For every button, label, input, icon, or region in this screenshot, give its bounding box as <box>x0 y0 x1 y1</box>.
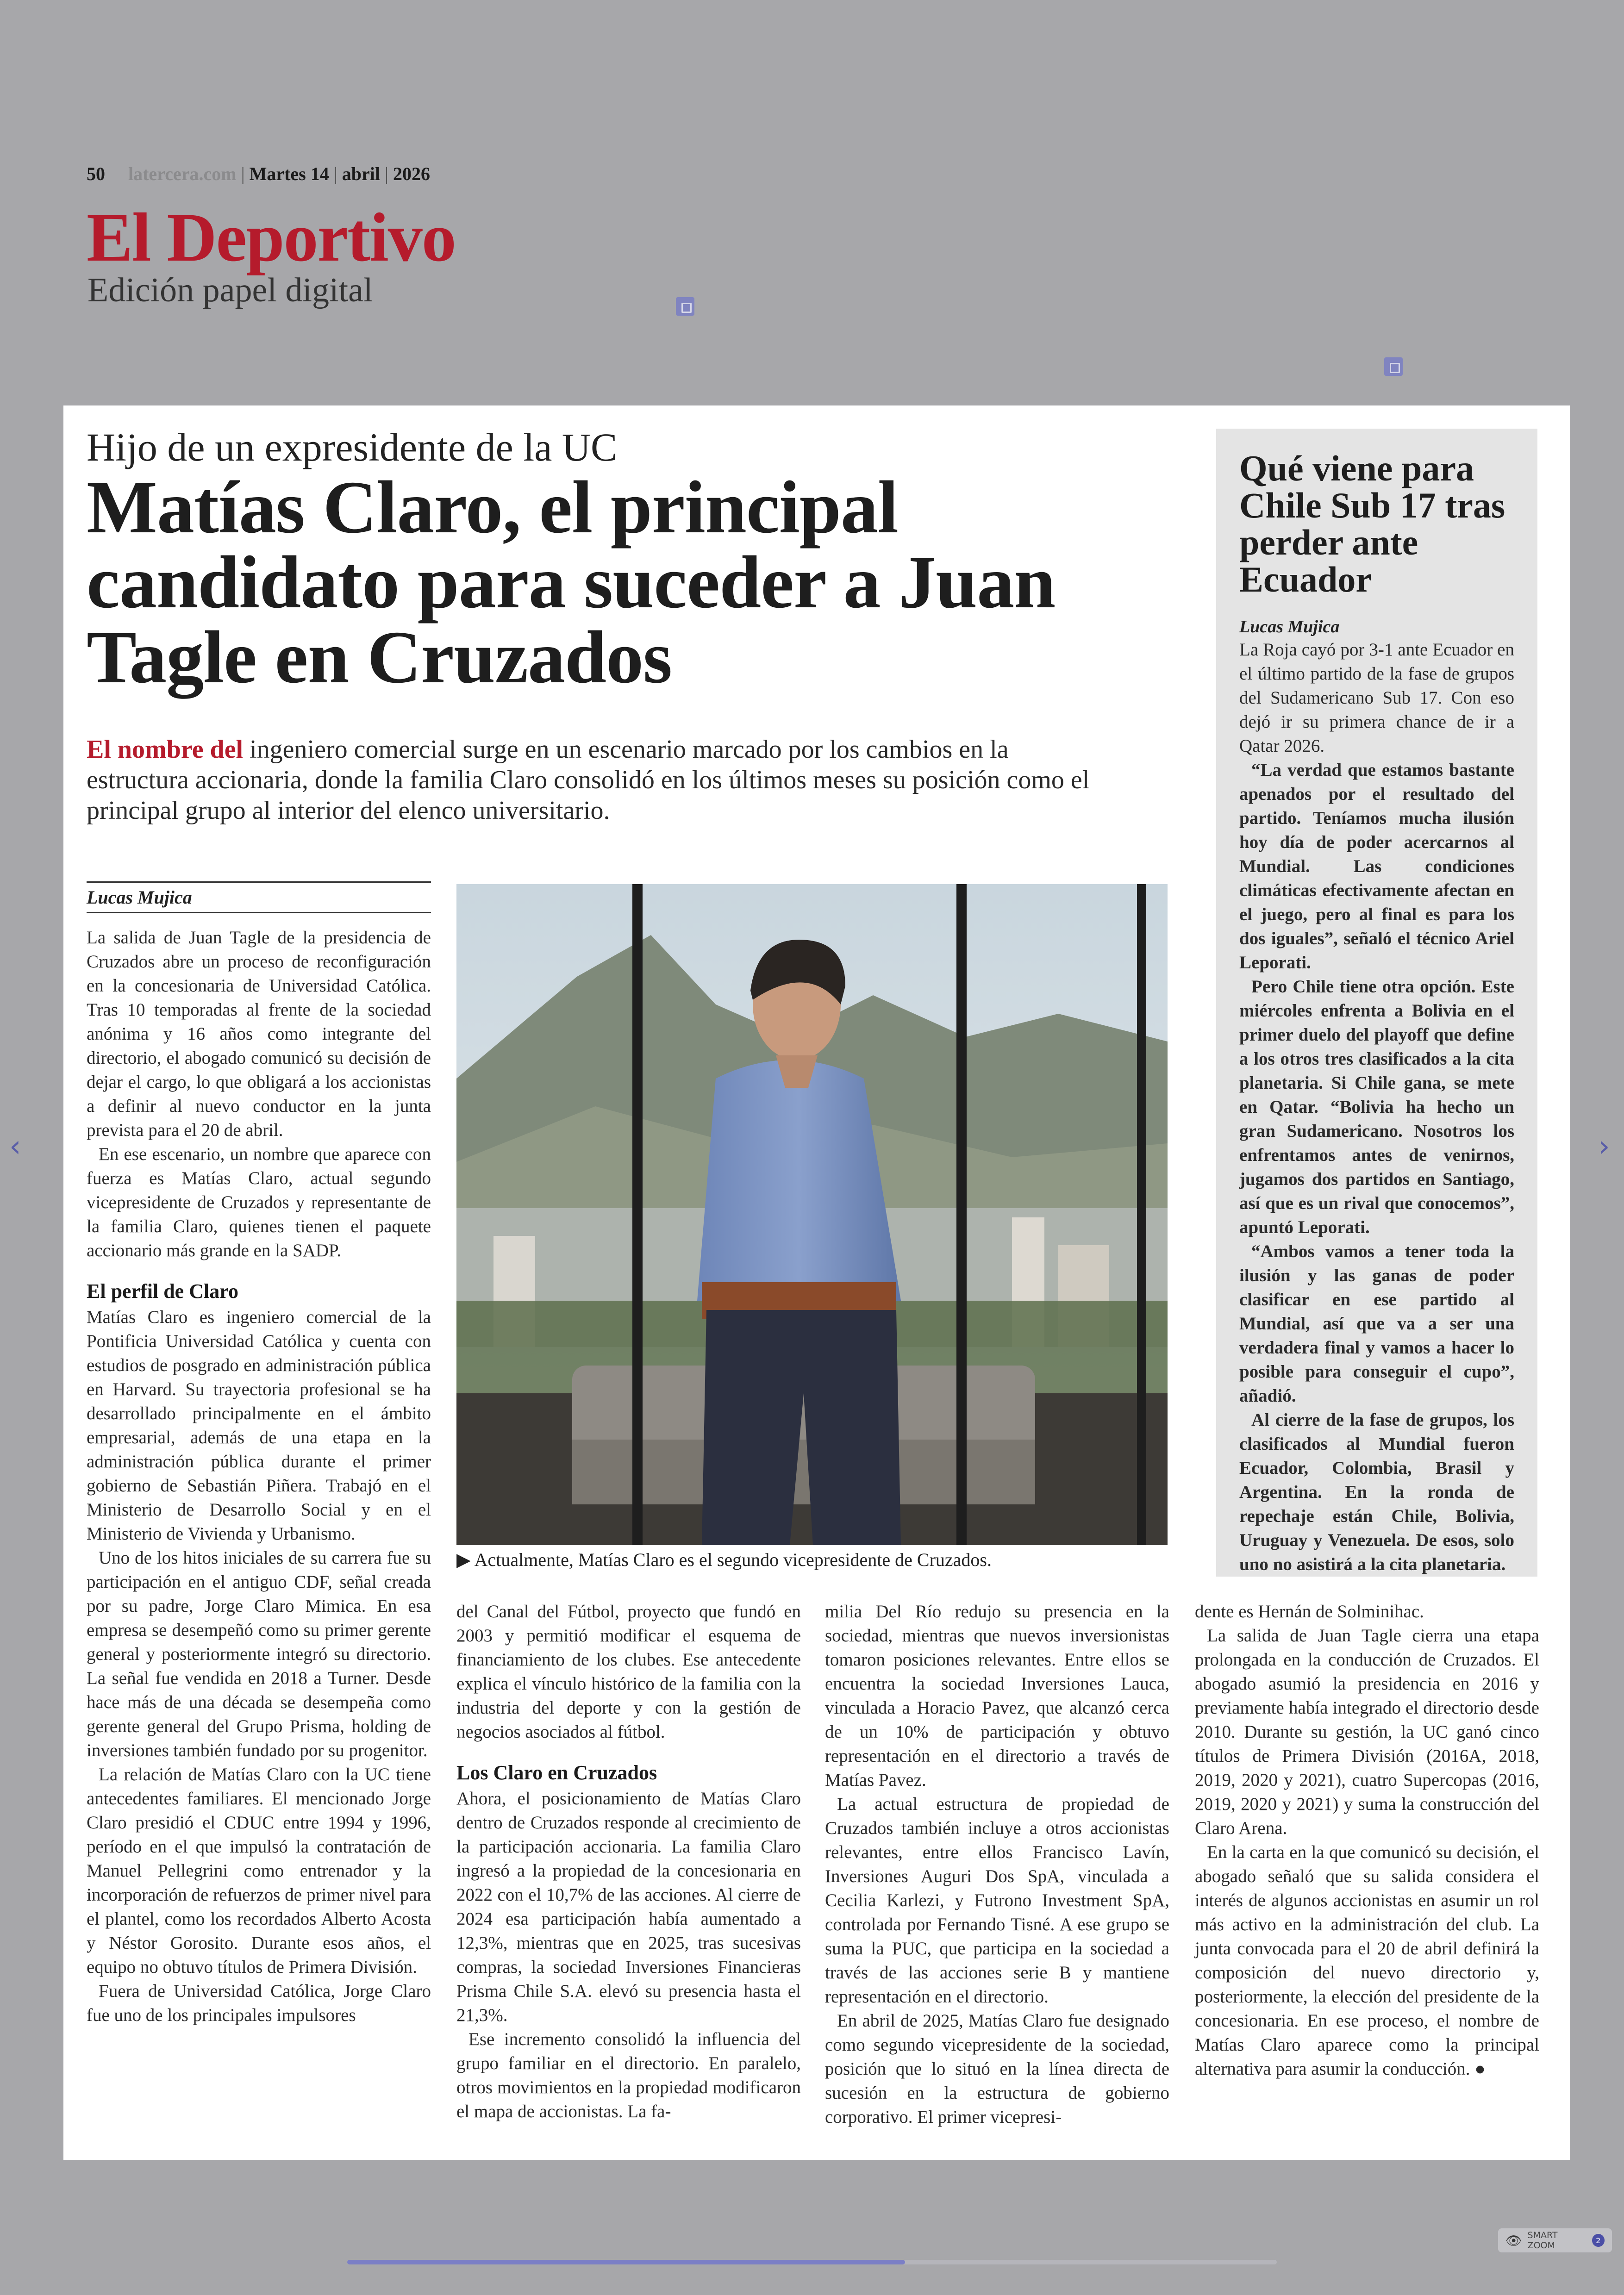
article-column-2 <box>456 1600 801 2124</box>
article-lead <box>87 734 1114 826</box>
article-column-3 <box>825 1600 1169 2129</box>
prev-page-button[interactable]: ‹ <box>9 1129 21 1164</box>
lead-highlight: El nombre del <box>87 735 244 764</box>
paragraph: Matías Claro es ingeniero comercial de la Pontificia Universidad Católica y cuenta con estudios de posgrado en administración pública en Harvard. Su trayectoria profesional se ha desarrollado principalmente en el ámbito empresarial, además de una etapa en la administración pública durante el primer gobierno de Sebastián Piñera. Trabajó en el Ministerio de Desarrollo Social y en el Ministerio de Vivienda y Urbanismo. <box>87 1307 431 1544</box>
annotation-marker[interactable] <box>676 297 694 316</box>
section-brand: El Deportivo <box>87 199 456 276</box>
eye-icon: 👁 <box>1505 2233 1522 2248</box>
article-kicker: Hijo de un expresidente de la UC <box>87 425 618 469</box>
paragraph: La relación de Matías Claro con la UC tiene antecedentes familiares. El mencionado Jorge Claro presidió el CDUC entre 1994 y 1996, período en el que impulsó la contratación de Manuel Pellegrini como entrenador y la incorporación de refuerzos de primer nivel para el plantel, como los recordados Alberto Acosta y Néstor Gorosito. Durante esos años, el equipo no obtuvo títulos de Primera División. <box>87 1765 431 1977</box>
sidebar-box <box>1216 429 1537 1577</box>
date-weekday: Martes 14 <box>249 163 329 184</box>
page-number: 50 <box>87 163 105 184</box>
article-photo <box>456 884 1168 1545</box>
date-month: abril <box>342 163 380 184</box>
article-column-1 <box>87 926 431 2025</box>
smart-zoom-label: SMART ZOOM <box>1527 2230 1558 2251</box>
masthead-line: 50 latercera.com | Martes 14 | abril | 2026 <box>87 163 430 184</box>
annotation-marker[interactable] <box>1384 357 1403 376</box>
article-byline: Lucas Mujica <box>87 881 431 913</box>
subhead: El perfil de Claro <box>87 1280 238 1303</box>
caption-arrow-icon: ▶ <box>456 1549 475 1570</box>
paragraph: La actual estructura de propiedad de Cruzados también incluye a otros accionistas relevantes, entre ellos Francisco Lavín, Inversiones Auguri Dos SpA, vinculada a Cecilia Karlezi, y Futrono Investment SpA, controlada por Fernando Tisné. A ese grupo se suma la PUC, que participa en la sociedad a través de las acciones serie B y mantiene representación en el directorio. <box>825 1794 1169 2007</box>
next-page-button[interactable]: › <box>1598 1129 1610 1164</box>
site-name: latercera.com <box>128 163 237 184</box>
paragraph: Ahora, el posicionamiento de Matías Claro dentro de Cruzados responde al crecimiento de la participación accionaria. La familia Claro ingresó a la propiedad de la concesionaria en 2022 con el 10,7% de las acciones. Al cierre de 2024 esa participación había aumentado a 12,3%, mientras que en 2025, tras sucesivas compras, la sociedad Inversiones Financieras Prisma Chile S.A. elevó su presencia hasta el 21,3%. <box>456 1789 801 2025</box>
page-progress-fill <box>347 2260 905 2264</box>
paragraph: La Roja cayó por 3-1 ante Ecuador en el último partido de la fase de grupos del Sudamericano Sub 17. Con eso dejó ir su primera chance de ir a Qatar 2026. <box>1239 640 1514 756</box>
article-column-4 <box>1195 1600 1539 2081</box>
edition-label: Edición papel digital <box>87 271 373 309</box>
paragraph: En ese escenario, un nombre que aparece con fuerza es Matías Claro, actual segundo vicepresidente de Cruzados y representante de la familia Claro, quienes tienen el paquete accionario más grande en la SADP. <box>87 1144 431 1260</box>
paragraph: En abril de 2025, Matías Claro fue designado como segundo vicepresidente de la sociedad, posición que lo situó en la línea directa de sucesión en la estructura de gobierno corporativo. El primer vicepresi- <box>825 2011 1169 2127</box>
paragraph: Al cierre de la fase de grupos, los clasificados al Mundial fueron Ecuador, Colombia, Brasil y Argentina. En la ronda de repechaje están Chile, Bolivia, Uruguay y Venezuela. De esos, solo uno no asistirá a la cita planetaria. <box>1239 1410 1514 1574</box>
paragraph: Fuera de Universidad Católica, Jorge Claro fue uno de los principales impulsores <box>87 1981 431 2025</box>
paragraph: milia Del Río redujo su presencia en la sociedad, mientras que nuevos inversionistas tomaron posiciones relevantes. Entre ellos se encuentra la sociedad Inversiones Lauca, vinculada a Horacio Pavez, que alcanzó cerca de un 10% de participación y obtuvo representación en el directorio a través de Matías Pavez. <box>825 1602 1169 1790</box>
date-year: 2026 <box>393 163 430 184</box>
article-headline: Matías Claro, el principal candidato para suceder a Juan Tagle en Cruzados <box>87 466 1056 699</box>
page-progress-bar[interactable] <box>347 2260 1277 2264</box>
paragraph: Pero Chile tiene otra opción. Este miércoles enfrenta a Bolivia en el primer duelo del playoff que define a los otros tres clasificados a la cita planetaria. Si Chile gana, se mete en Qatar. “Bolivia ha hecho un gran Sudamericano. Nosotros los enfrentamos antes de venirnos, jugamos dos partidos en Santiago, así que es un rival que conocemos”, apuntó Leporati. <box>1239 977 1514 1237</box>
paragraph: Ese incremento consolidó la influencia del grupo familiar en el directorio. En paralelo, otros movimientos en la propiedad modificaron el mapa de accionistas. La fa- <box>456 2029 801 2121</box>
lead-text: ingeniero comercial surge en un escenario marcado por los cambios en la estructura accionaria, donde la familia Claro consolidó en los últimos meses su posición como el principal grupo al interior del elenco universitario. <box>87 735 1090 825</box>
sidebar-text <box>1239 638 1514 1577</box>
sidebar-byline: Lucas Mujica <box>1239 617 1340 636</box>
smart-zoom-badge: 2 <box>1592 2234 1605 2247</box>
sidebar-title: Qué viene para Chile Sub 17 tras perder ante Ecuador <box>1239 448 1505 599</box>
smart-zoom-button[interactable] <box>1498 2228 1612 2252</box>
newspaper-page <box>63 405 1570 2160</box>
subhead: Los Claro en Cruzados <box>456 1761 657 1784</box>
paragraph: En la carta en la que comunicó su decisión, el abogado señaló que su salida considera el interés de algunos accionistas en asumir un rol más activo en la administración del club. La junta convocada para el 20 de abril definirá la composición del nuevo directorio y, posteriormente, la elección del presidente de la concesionaria. En ese proceso, el nombre de Matías Claro aparece como la principal alternativa para asumir la conducción. ● <box>1195 1842 1539 2079</box>
paragraph: La salida de Juan Tagle cierra una etapa prolongada en la conducción de Cruzados. El abogado asumió la presidencia en 2016 y previamente había integrado el directorio desde 2010. Durante su gestión, la UC ganó cinco títulos de Primera División (2016A, 2018, 2019, 2020 y 2021), cuatro Supercopas (2016, 2019, 2020 y 2021) y suma la construcción del Claro Arena. <box>1195 1626 1539 1838</box>
paragraph: dente es Hernán de Solminihac. <box>1195 1602 1424 1621</box>
paragraph: del Canal del Fútbol, proyecto que fundó en 2003 y permitió modificar el esquema de financiamiento de los clubes. Ese antecedente explica el vínculo histórico de la familia con la industria del deporte y con la gestión de negocios asociados al fútbol. <box>456 1602 801 1742</box>
portrait-image <box>456 884 1168 1545</box>
caption-text: Actualmente, Matías Claro es el segundo vicepresidente de Cruzados. <box>474 1549 992 1570</box>
paragraph: “Ambos vamos a tener toda la ilusión y las ganas de poder clasificar en ese partido al Mundial, así que va a ser una verdadera final y vamos a hacer lo posible para conseguir el cupo”, añadió. <box>1239 1241 1514 1406</box>
paragraph: Uno de los hitos iniciales de su carrera fue su participación en el antiguo CDF, señal creada por su padre, Jorge Claro Mimica. En esa empresa se desempeñó como su primer gerente general y posteriormente integró su directorio. La señal fue vendida en 2018 a Turner. Desde hace más de una década se desempeña como gerente general del Grupo Prisma, holding de inversiones también fundado por su progenitor. <box>87 1548 431 1760</box>
paragraph: La salida de Juan Tagle de la presidencia de Cruzados abre un proceso de reconfiguración en la concesionaria de Universidad Católica. Tras 10 temporadas al frente de la sociedad anónima y 16 años como integrante del directorio, el abogado comunicó su decisión de dejar el cargo, lo que obligará a los accionistas a definir al nuevo conductor en la junta prevista para el 20 de abril. <box>87 928 431 1140</box>
paragraph: “La verdad que estamos bastante apenados por el resultado del partido. Teníamos mucha ilusión hoy día de poder acercarnos al Mundial. Las condiciones climáticas efectivamente afectan en el juego, pero al final es para los dos iguales”, señaló el técnico Ariel Leporati. <box>1239 760 1514 973</box>
photo-caption <box>456 1549 1169 1571</box>
